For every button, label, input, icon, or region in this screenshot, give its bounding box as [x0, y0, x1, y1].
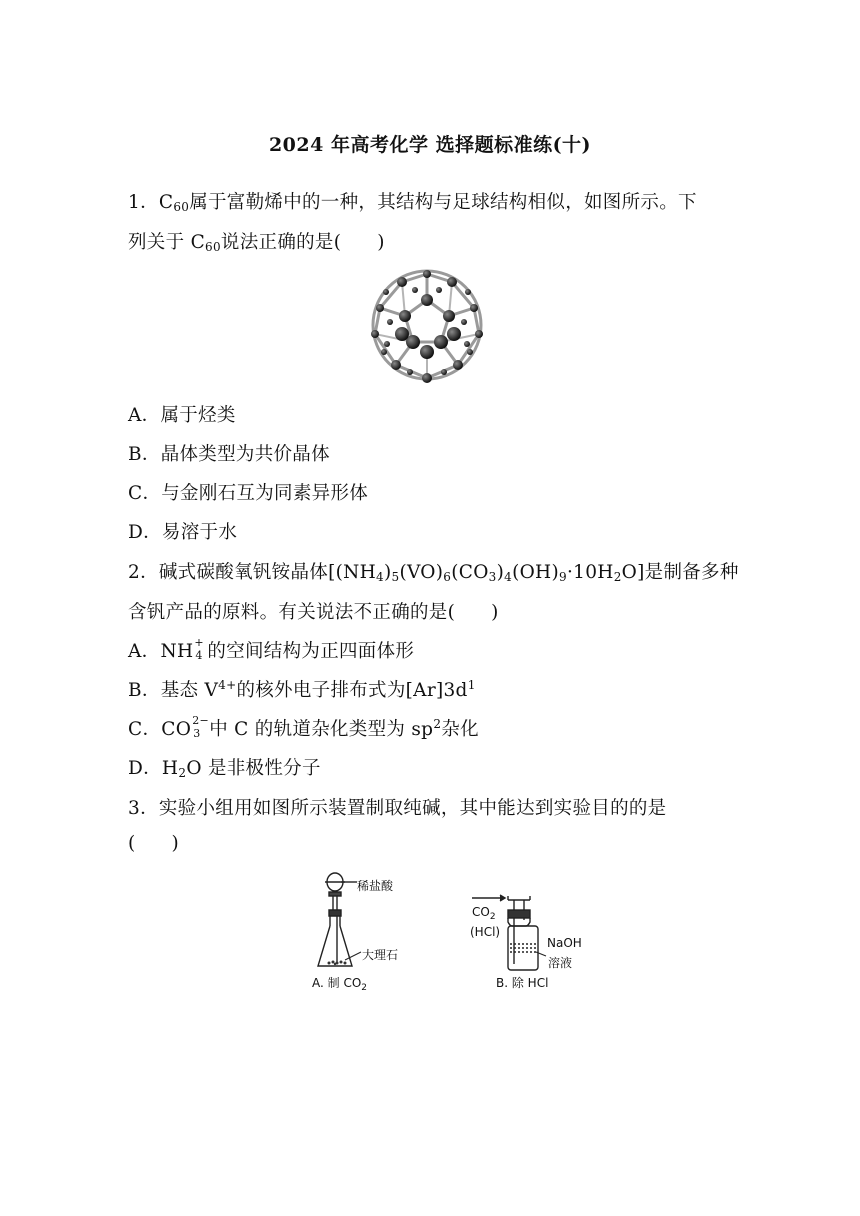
question-2-option-a: A．NH + 4 的空间结构为正四面体形 — [128, 636, 415, 662]
question-1-option-c: C．与金刚石互为同素异形体 — [128, 483, 369, 504]
apparatus-b-naoh-label: NaOH — [547, 936, 582, 950]
apparatus-b-gas-label: $CO_2$ — [472, 905, 496, 922]
page-title: 2024 年高考化学 选择题标准练(十) — [268, 134, 592, 156]
question-3-line-1: 3．实验小组用如图所示装置制取纯碱，其中能达到实验目的的是 — [128, 798, 667, 819]
apparatus-b-caption: B. 除 HCl — [496, 976, 549, 990]
question-1-option-b: B．晶体类型为共价晶体 — [128, 444, 330, 465]
question-1-line-2: 列关于 $C_{60}$说法正确的是( ) — [128, 232, 385, 254]
question-1-line-1: 1．$C_{60}$属于富勒烯中的一种，其结构与足球结构相似，如图所示。下 — [128, 192, 697, 214]
question-1-option-d: D．易溶于水 — [128, 522, 238, 543]
question-2-option-b: B．基态 $V^{4+}$的核外电子排布式为$[Ar]3d^1$ — [128, 678, 476, 701]
question-2-option-c: C．CO 2− 3 中 C 的轨道杂化类型为 $sp^2$杂化 — [128, 714, 479, 740]
question-2-line-2: 含钒产品的原料。有关说法不正确的是( ) — [128, 602, 499, 623]
question-3-line-2: ( ) — [128, 833, 180, 854]
apparatus-a-solid-label: 大理石 — [362, 948, 399, 962]
question-2-line-1: 2．碱式碳酸氧钒铵晶体$[(NH_4)_5(VO)_6(CO_3)_4(OH)_9\cdot 10H_2O]$是制备多种 — [128, 562, 739, 584]
apparatus-b-gas-impurity-label: (HCl) — [470, 925, 501, 939]
apparatus-a-caption: A. 制 $CO_2$ — [312, 976, 368, 993]
apparatus-a-acid-label: 稀盐酸 — [357, 879, 394, 893]
apparatus-b-solution-label: 溶液 — [548, 956, 573, 970]
question-1-option-a: A．属于烃类 — [128, 405, 236, 426]
question-2-option-d: D．$H_2O$ 是非极性分子 — [128, 758, 321, 780]
c60-molecule-figure — [362, 262, 492, 388]
